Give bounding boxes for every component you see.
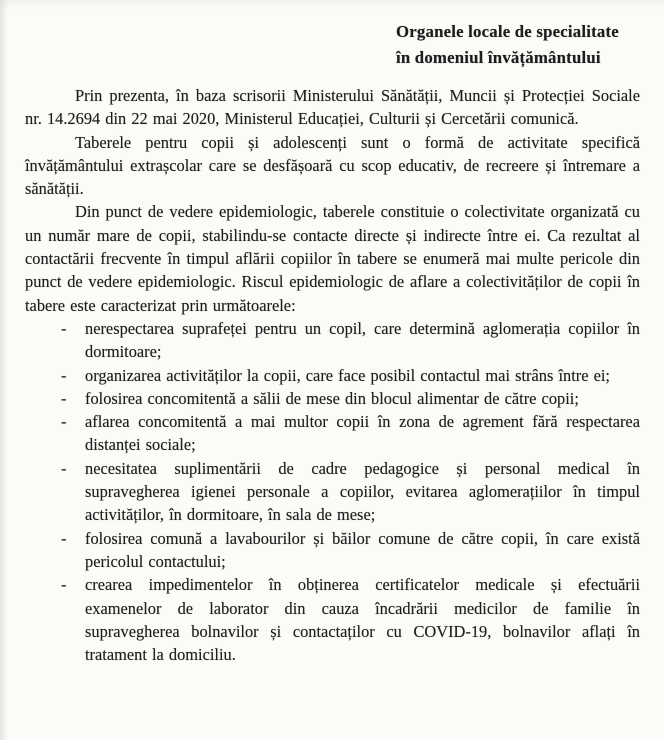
list-item [25,364,640,387]
bullet-dash: - [61,412,67,432]
list-item-text: organizarea activităților la copii, care face posibil contactul mai strâns între ei; [85,365,610,385]
list-item-text: aflarea concomitentă a mai multor copii în zona de agrement fără respectarea distanței sociale; [85,412,640,455]
paragraph-camps-definition: Taberele pentru copii și adolescenți sunt o formă de activitate specifică învățământului extrașcolar care se desfășoară cu scop educativ, de recreere și întremare a sănătății. [25,132,640,199]
document-heading [396,19,619,71]
list-item [25,527,640,574]
list-item-text: nerespectarea suprafeței pentru un copil, care determină aglomerația copiilor în dormitoare; [85,318,640,362]
bullet-dash: - [61,388,67,408]
list-item [25,410,640,457]
list-item-text: necesitatea suplimentării de cadre pedagogice și personal medical în supravegherea igienei personale a copiilor, evitarea aglomerațiilor în timpul activităților, în dormitoare, în sala de mese; [85,458,640,525]
scan-edge-artifact-left [0,0,8,740]
scan-edge-artifact-top [0,0,664,10]
list-item-text: folosirea concomitentă a sălii de mese din blocul alimentar de către copii; [85,388,579,408]
heading-line-1: Organele locale de specialitate [396,22,619,41]
list-item [25,317,640,364]
bullet-dash: - [61,458,67,478]
risk-list [25,317,640,666]
list-item-text: crearea impedimentelor în obținerea certificatelor medicale și efectuării examenelor de laborator din cauza încadrării medicilor de familie în supravegherea bolnavilor și contactaților cu COVID-19, bolnavilor aflați în tratament la domiciliu. [85,575,640,665]
bullet-dash: - [61,575,67,595]
paragraph-intro-ministry-letter: Prin prezenta, în baza scrisorii Ministerului Sănătății, Muncii și Protecției Sociale nr. 14.2694 din 22 mai 2020, Ministerul Educației, Culturii și Cercetării comunică. [25,86,640,129]
heading-line-2: în domeniul învățământului [396,48,601,67]
paragraph-epidemiologic-risk: Din punct de vedere epidemiologic, taberele constituie o colectivitate organizată cu un număr mare de copii, stabilindu-se contacte directe și indirecte între ei. Ca rezultat al contactării frecvente în timpul aflării copiilor în tabere se enumeră mai multe pericole din punct de vedere epidemiologic. Riscul epidemiologic de aflare a colectivităților de copii în tabere este caracterizat prin următoarele: [25,202,640,315]
bullet-dash: - [61,365,67,385]
list-item [25,457,640,527]
bullet-dash: - [61,528,67,548]
list-item [25,573,640,666]
bullet-dash: - [61,318,67,338]
document-body [25,84,640,666]
list-item-text: folosirea comună a lavabourilor și băilor comune de către copii, în care există pericolul contactului; [85,528,640,571]
list-item [25,387,640,410]
